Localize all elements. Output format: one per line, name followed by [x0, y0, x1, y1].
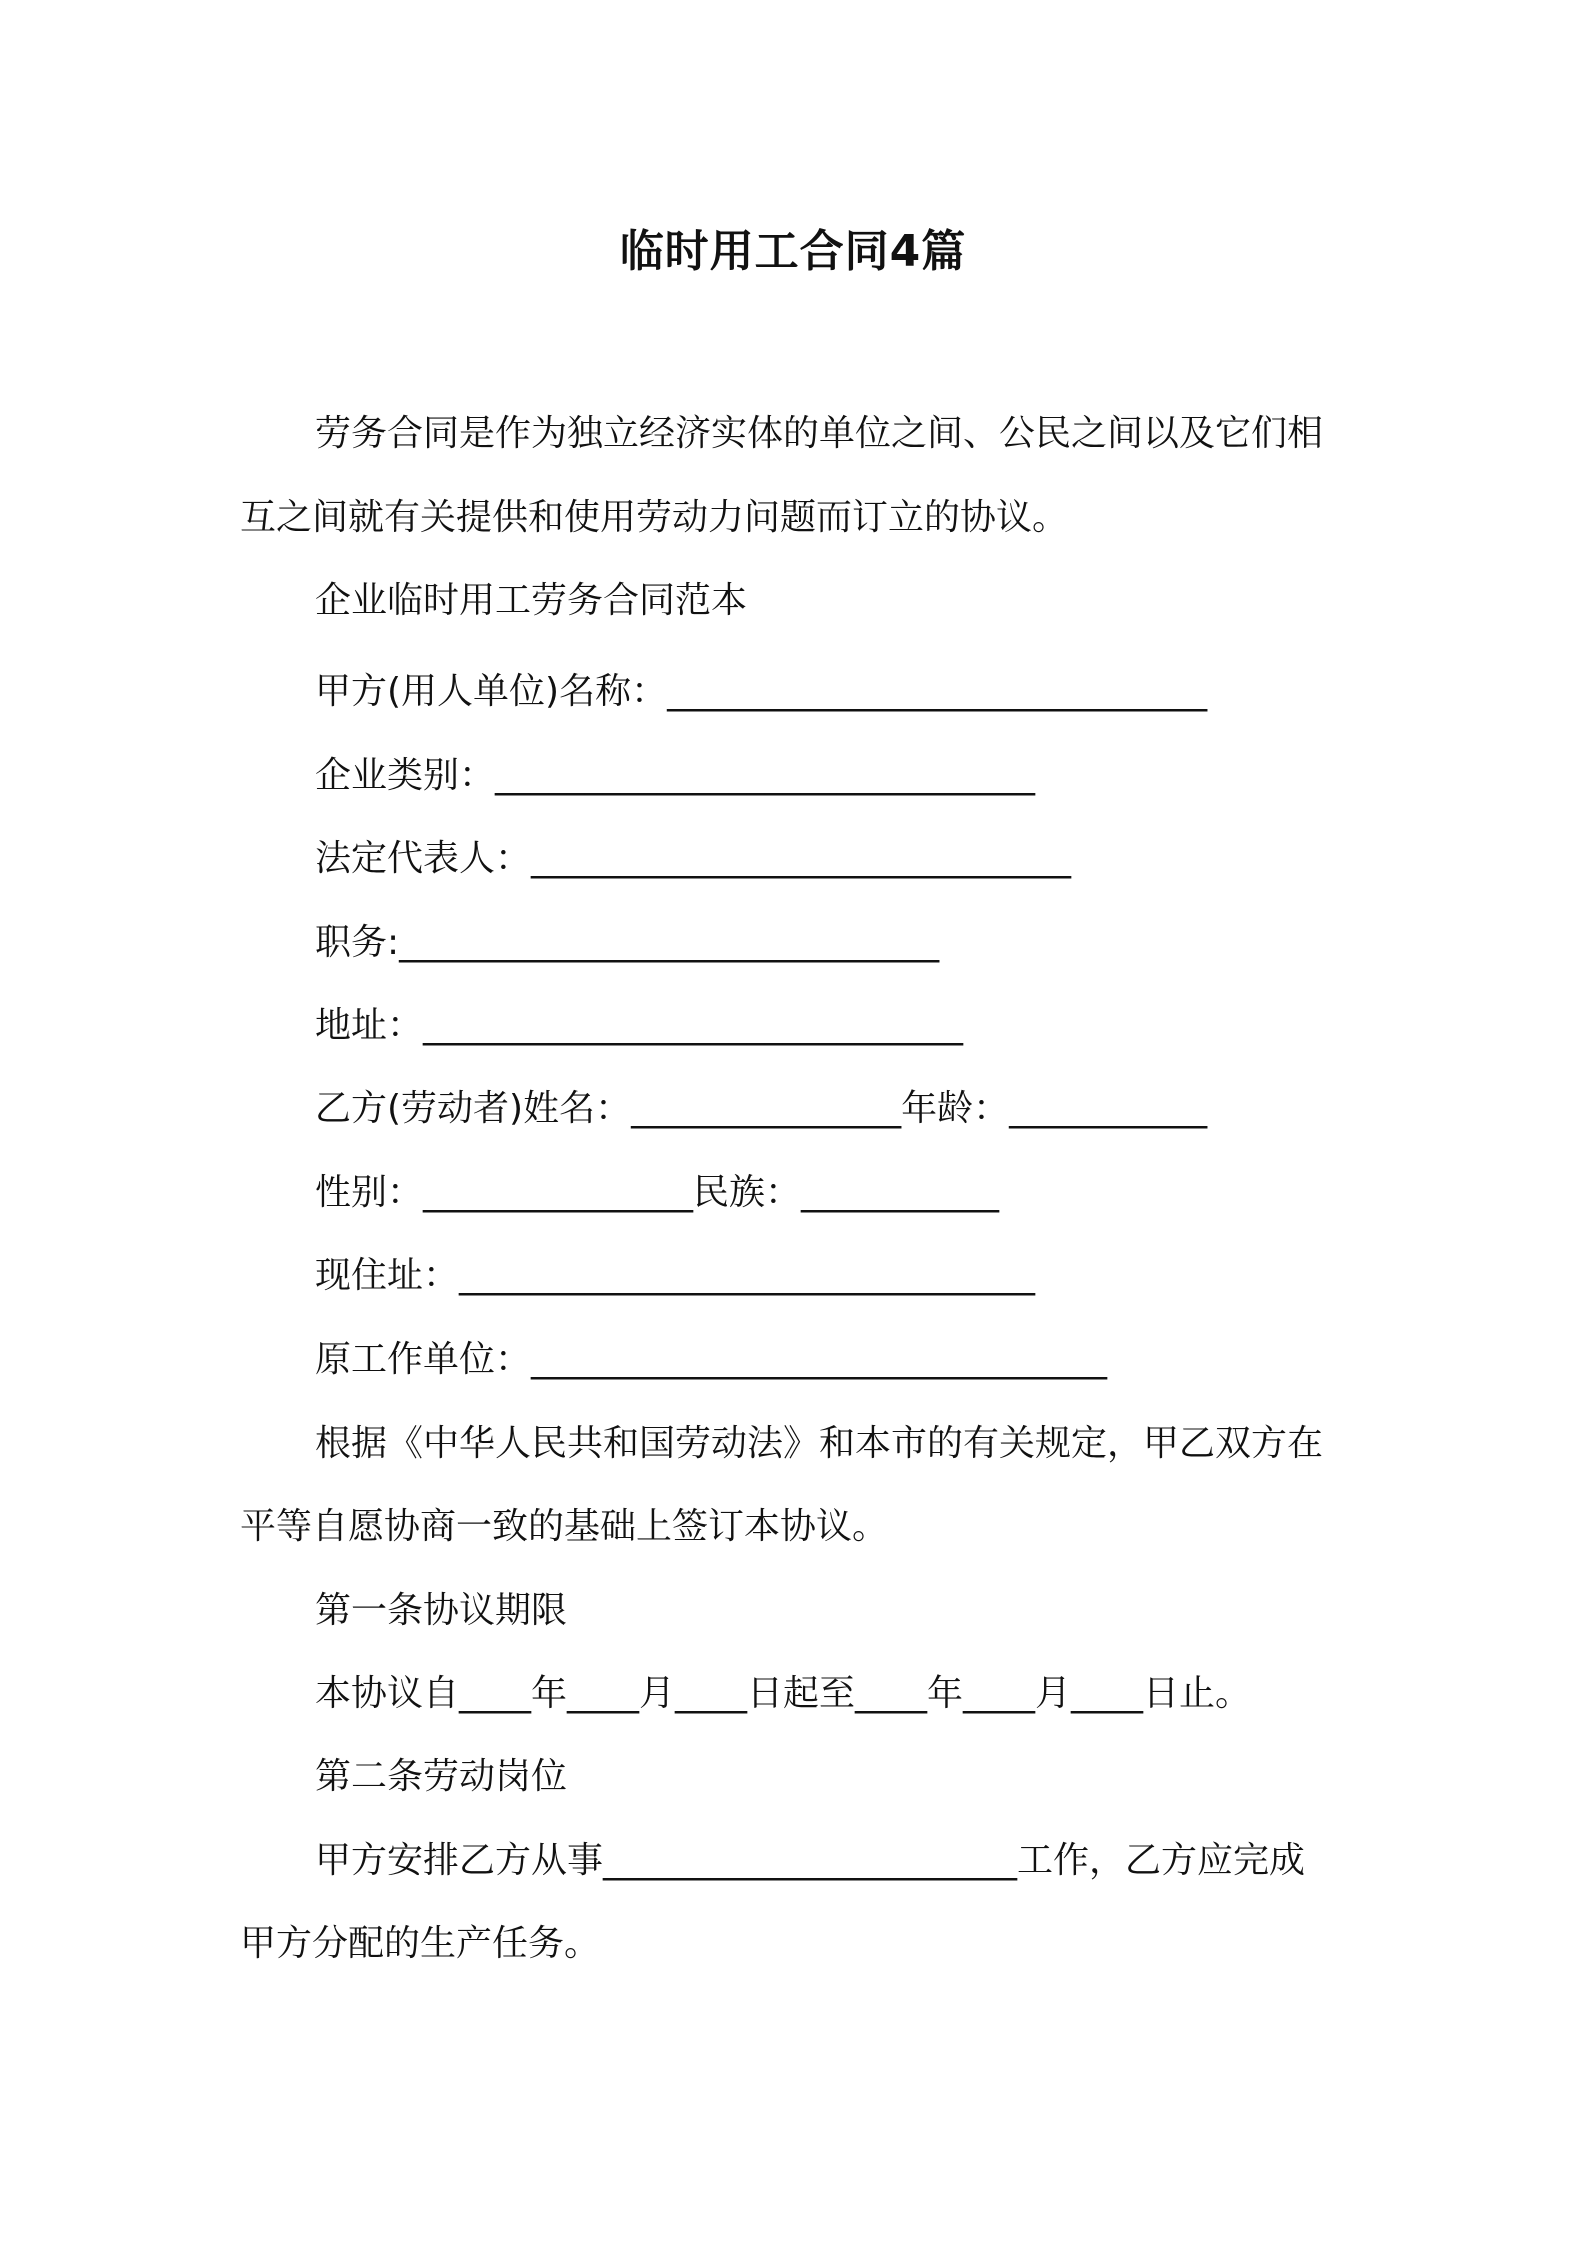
- section-heading: 企业临时用工劳务合同范本: [315, 580, 748, 621]
- field-current-address: 现住址：________________________________: [315, 1255, 1036, 1296]
- document-title: 临时用工合同4篇: [619, 226, 967, 277]
- field-agreement-period: 本协议自____年____月____日起至____年____月____日止。: [315, 1673, 1252, 1714]
- paragraph-line: 甲方分配的生产任务。: [240, 1923, 601, 1964]
- paragraph-line: 根据《中华人民共和国劳动法》和本市的有关规定，甲乙双方在: [315, 1423, 1324, 1464]
- field-job-assignment: 甲方安排乙方从事_______________________工作，乙方应完成: [315, 1840, 1306, 1881]
- field-address: 地址：______________________________: [315, 1005, 964, 1046]
- field-position: 职务:______________________________: [315, 922, 940, 963]
- paragraph-line: 互之间就有关提供和使用劳动力问题而订立的协议。: [240, 497, 1069, 538]
- field-previous-employer: 原工作单位：________________________________: [315, 1339, 1108, 1380]
- paragraph-line: 劳务合同是作为独立经济实体的单位之间、公民之间以及它们相: [315, 413, 1324, 454]
- field-worker-name-age: 乙方(劳动者)姓名：_______________年龄：___________: [315, 1088, 1208, 1129]
- field-legal-representative: 法定代表人：______________________________: [315, 838, 1072, 879]
- paragraph-line: 平等自愿协商一致的基础上签订本协议。: [240, 1506, 889, 1547]
- article-heading: 第一条协议期限: [315, 1590, 568, 1631]
- field-enterprise-type: 企业类别：______________________________: [315, 755, 1036, 796]
- article-heading: 第二条劳动岗位: [315, 1756, 568, 1797]
- field-gender-ethnicity: 性别：_______________民族：___________: [315, 1172, 1000, 1213]
- field-employer-name: 甲方(用人单位)名称：______________________________: [315, 671, 1208, 712]
